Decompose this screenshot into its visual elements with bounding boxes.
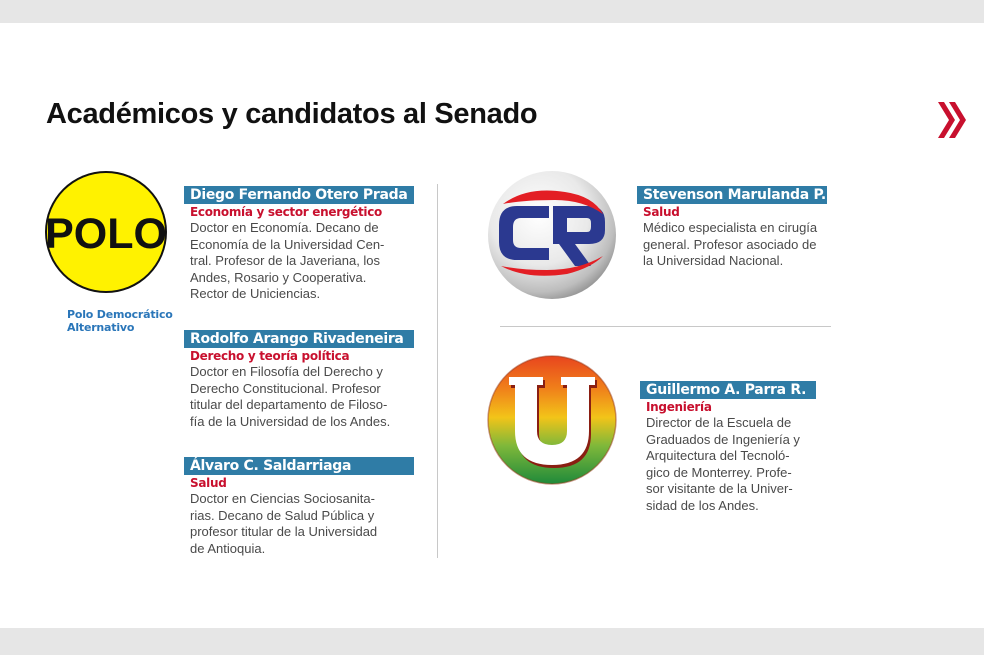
- bio-line: de Antioquia.: [190, 540, 266, 556]
- cambio-radical-logo: [487, 170, 617, 300]
- polo-logo-text: POLO: [45, 210, 167, 258]
- partido-u-logo: [487, 355, 617, 485]
- bio-line: Economía de la Universidad Cen-: [190, 236, 385, 252]
- candidate-field: Salud: [643, 205, 680, 219]
- bio-line: Médico especialista en cirugía: [643, 220, 818, 235]
- candidate-field: Economía y sector energético: [190, 205, 382, 219]
- party-name-line: Polo Democrático: [67, 308, 173, 321]
- bio-line: tral. Profesor de la Javeriana, los: [190, 253, 381, 269]
- bio-line: Rector de Uniciencias.: [190, 286, 321, 302]
- candidate-bio: [184, 220, 406, 303]
- bio-line: Arquitectura del Tecnoló-: [646, 448, 790, 464]
- bio-line: fía de la Universidad de los Andes.: [190, 413, 391, 429]
- bio-line: gico de Monterrey. Profe-: [646, 464, 792, 480]
- candidate-name: Guillermo A. Parra R.: [640, 381, 816, 399]
- bio-line: profesor titular de la Universidad: [190, 524, 378, 540]
- bio-line: Andes, Rosario y Cooperativa.: [190, 269, 367, 285]
- bio-line: Doctor en Filosofía del Derecho y: [190, 364, 383, 379]
- candidate-name: Álvaro C. Saldarriaga: [184, 457, 414, 475]
- bio-line: general. Profesor asociado de: [643, 236, 817, 252]
- column-divider: [437, 184, 438, 558]
- candidate-card: [637, 186, 827, 270]
- double-chevron-right-icon[interactable]: [936, 100, 968, 140]
- bottom-bar: [0, 628, 984, 655]
- row-divider: [500, 326, 831, 327]
- bio-line: Director de la Escuela de: [646, 415, 792, 430]
- bio-line: Doctor en Economía. Decano de: [190, 220, 379, 235]
- candidate-card: [184, 457, 414, 557]
- bio-line: rias. Decano de Salud Pública y: [190, 507, 375, 523]
- candidate-name: Stevenson Marulanda P.: [637, 186, 827, 204]
- party-name-line: Alternativo: [67, 321, 135, 334]
- bio-line: la Universidad Nacional.: [643, 253, 784, 269]
- bio-line: sidad de los Andes.: [646, 497, 759, 513]
- party-name: [67, 308, 177, 334]
- bio-line: titular del departamento de Filoso-: [190, 397, 388, 413]
- bio-line: sor visitante de la Univer-: [646, 481, 793, 497]
- candidate-bio: [637, 220, 859, 270]
- candidate-bio: [640, 415, 862, 515]
- candidate-bio: [184, 491, 406, 557]
- page-title: Académicos y candidatos al Senado: [46, 98, 538, 130]
- candidate-field: Derecho y teoría política: [190, 349, 350, 363]
- bio-line: Derecho Constitucional. Profesor: [190, 380, 381, 396]
- polo-party-logo: [44, 170, 168, 294]
- bio-line: Doctor en Ciencias Sociosanita-: [190, 491, 375, 506]
- candidate-card: [640, 381, 816, 515]
- candidate-name: Diego Fernando Otero Prada: [184, 186, 414, 204]
- candidate-field: Salud: [190, 476, 227, 490]
- candidate-field: Ingeniería: [646, 400, 712, 414]
- candidate-card: [184, 330, 414, 430]
- candidate-card: [184, 186, 414, 303]
- candidate-name: Rodolfo Arango Rivadeneira: [184, 330, 414, 348]
- top-bar: [0, 0, 984, 23]
- bio-line: Graduados de Ingeniería y: [646, 431, 800, 447]
- candidate-bio: [184, 364, 406, 430]
